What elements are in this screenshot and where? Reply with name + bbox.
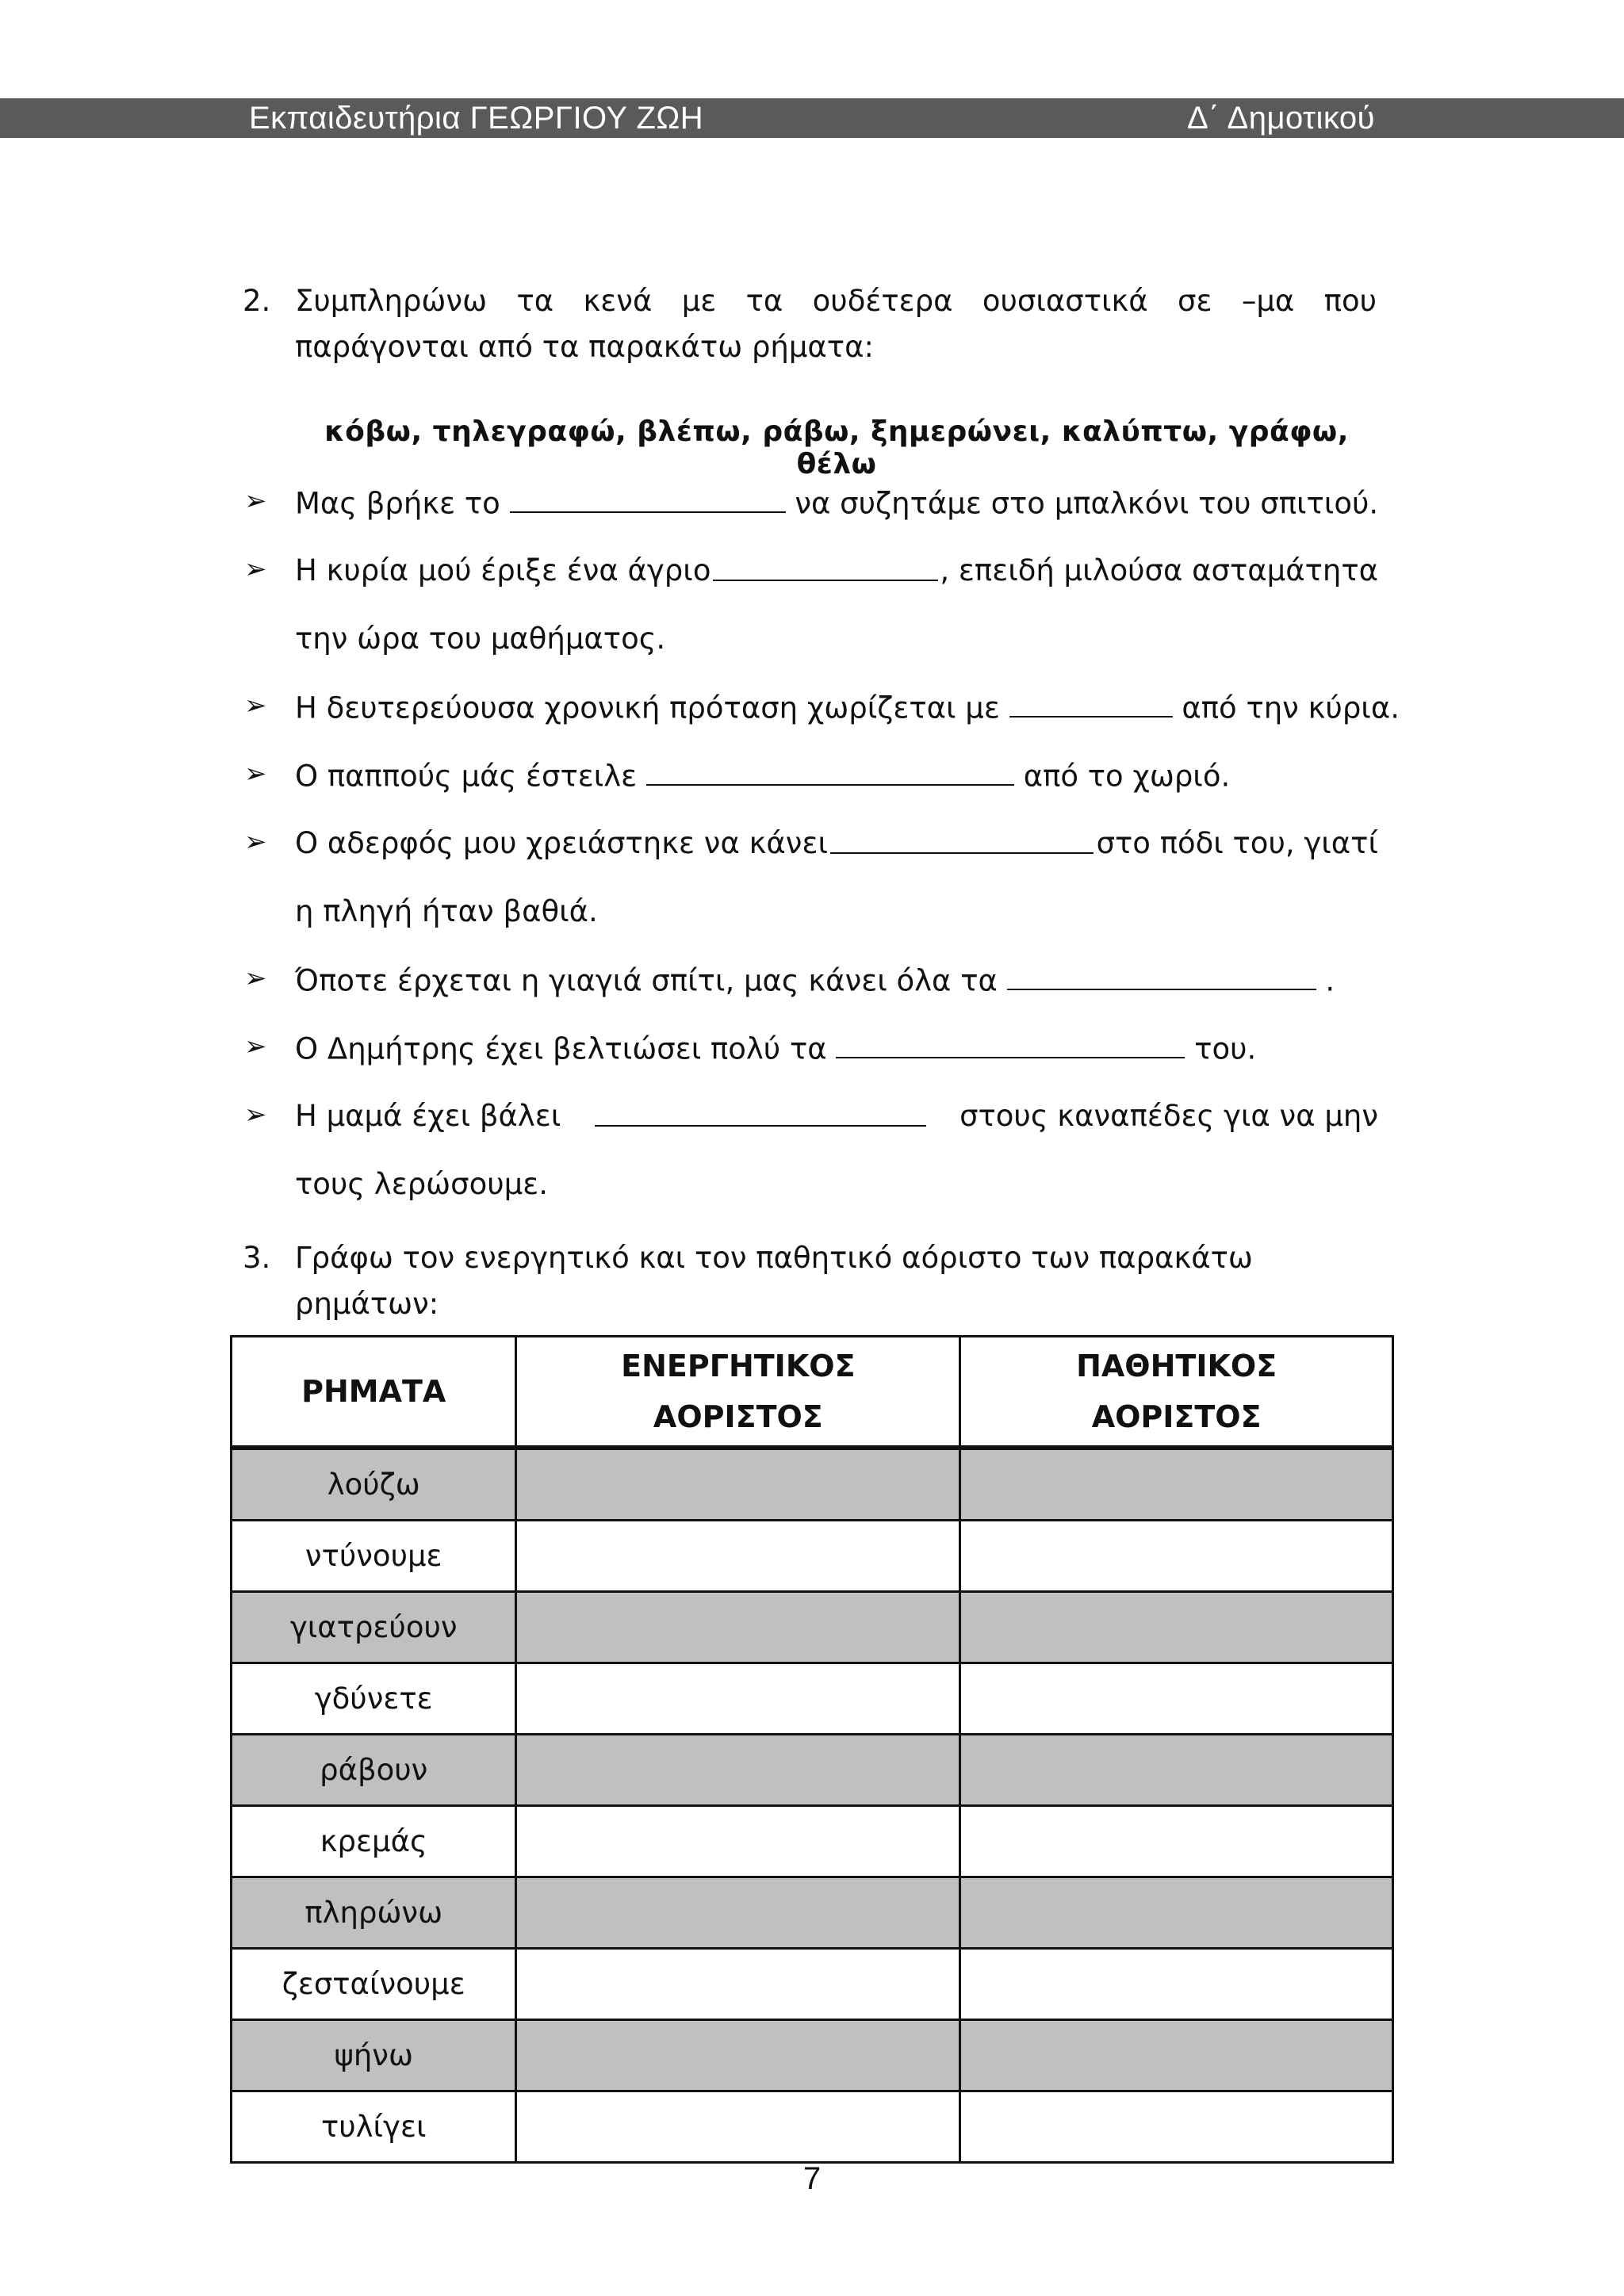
active-aorist-cell[interactable] [516, 1806, 960, 1877]
sentence-text-before: Η δευτερεύουσα χρονική πρόταση χωρίζεται με [295, 691, 1000, 725]
passive-aorist-cell[interactable] [960, 2020, 1393, 2091]
verb-cell: πληρώνω [232, 1877, 516, 1949]
arrow-bullet-icon: ➢ [244, 485, 267, 517]
sentence-text-after: . [1325, 963, 1335, 998]
table-header-row [232, 1337, 1393, 1448]
active-aorist-cell[interactable] [516, 1663, 960, 1735]
passive-aorist-cell[interactable] [960, 1877, 1393, 1949]
header-school-name: Εκπαιδευτήρια ΓΕΩΡΓΙΟΥ ΖΩΗ [249, 101, 704, 136]
active-aorist-cell[interactable] [516, 2020, 960, 2091]
passive-aorist-cell[interactable] [960, 1448, 1393, 1521]
sentence-text-before: Η κυρία μού έριξε ένα άγριο [295, 553, 711, 587]
active-aorist-cell[interactable] [516, 1448, 960, 1521]
table-row [232, 2020, 1393, 2091]
exercise-3-number: 3. [243, 1241, 271, 1275]
column-header-verbs: ΡΗΜΑΤΑ [232, 1337, 516, 1448]
sentence-text-after: από την κύρια. [1182, 691, 1400, 725]
sentence-text-before: Μας βρήκε το [295, 486, 500, 521]
answer-blank[interactable] [510, 485, 786, 513]
sentence-text-after: από το χωριό. [1023, 759, 1231, 794]
column-header-passive-aorist: ΠΑΘΗΤΙΚΟΣ ΑΟΡΙΣΤΟΣ [960, 1337, 1393, 1448]
active-aorist-cell[interactable] [516, 1521, 960, 1592]
answer-blank[interactable] [836, 1031, 1185, 1058]
verb-tenses-table [230, 1335, 1394, 2164]
table-row [232, 1949, 1393, 2020]
sentence-line [295, 758, 1378, 793]
sentence-text-before: Ο Δημήτρης έχει βελτιώσει πολύ τα [295, 1031, 827, 1066]
arrow-bullet-icon: ➢ [244, 962, 267, 994]
sentence-line [295, 826, 1378, 860]
header-grade: Δ΄ Δημοτικού [1187, 101, 1375, 136]
passive-aorist-cell[interactable] [960, 1806, 1393, 1877]
table-row [232, 1448, 1393, 1521]
sentence-text-after: του. [1194, 1031, 1257, 1066]
arrow-bullet-icon: ➢ [244, 1099, 267, 1131]
table-row [232, 1806, 1393, 1877]
verb-cell: λούζω [232, 1448, 516, 1521]
answer-blank[interactable] [713, 553, 938, 581]
page-header [0, 98, 1624, 138]
answer-blank[interactable] [830, 826, 1094, 854]
sentence-line [295, 1099, 1378, 1133]
verb-cell: ράβουν [232, 1735, 516, 1806]
arrow-bullet-icon: ➢ [244, 826, 267, 858]
exercise-2-text: Συμπληρώνω τα κενά με τα ουδέτερα ουσιαστικά σε –μα που παράγονται από τα παρακάτω ρήματα: [295, 284, 1377, 364]
answer-blank[interactable] [1007, 962, 1316, 990]
sentence-text-after: στο πόδι του, γιατί [1096, 826, 1378, 860]
sentence-line [295, 690, 1400, 725]
passive-aorist-cell[interactable] [960, 1592, 1393, 1663]
exercise-2-number: 2. [243, 284, 271, 318]
arrow-bullet-icon: ➢ [244, 553, 267, 585]
answer-blank[interactable] [1009, 690, 1173, 718]
verb-cell: γδύνετε [232, 1663, 516, 1735]
exercise-2-instruction [243, 278, 1377, 370]
active-aorist-cell[interactable] [516, 1877, 960, 1949]
active-aorist-cell[interactable] [516, 1735, 960, 1806]
sentence-line [295, 485, 1378, 520]
table-row [232, 1877, 1393, 1949]
sentence-text-before: Όποτε έρχεται η γιαγιά σπίτι, μας κάνει όλα τα [295, 963, 998, 998]
passive-aorist-cell[interactable] [960, 2091, 1393, 2163]
exercise-3-instruction [243, 1235, 1377, 1321]
sentence-text-before: Ο αδερφός μου χρειάστηκε να κάνει [295, 826, 828, 860]
sentence-continuation: την ώρα του μαθήματος. [295, 622, 666, 656]
verb-cell: γιατρεύουν [232, 1592, 516, 1663]
verb-cell: κρεμάς [232, 1806, 516, 1877]
table-row [232, 2091, 1393, 2163]
table-row [232, 1735, 1393, 1806]
sentence-line [295, 1031, 1378, 1066]
verb-cell: ζεσταίνουμε [232, 1949, 516, 2020]
answer-blank[interactable] [595, 1099, 926, 1127]
exercise-3-text: Γράφω τον ενεργητικό και τον παθητικό αόριστο των παρακάτω ρημάτων: [295, 1241, 1253, 1321]
sentence-line [295, 962, 1378, 997]
sentence-text-before: Η μαμά έχει βάλει [295, 1099, 561, 1133]
passive-aorist-cell[interactable] [960, 1521, 1393, 1592]
active-aorist-cell[interactable] [516, 1592, 960, 1663]
table-row [232, 1663, 1393, 1735]
verb-cell: ψήνω [232, 2020, 516, 2091]
sentence-text-before: Ο παππούς μάς έστειλε [295, 759, 638, 794]
column-header-active-aorist: ΕΝΕΡΓΗΤΙΚΟΣ ΑΟΡΙΣΤΟΣ [516, 1337, 960, 1448]
sentence-continuation: τους λερώσουμε. [295, 1167, 548, 1201]
table-row [232, 1592, 1393, 1663]
table-row [232, 1521, 1393, 1592]
answer-blank[interactable] [646, 758, 1014, 786]
passive-aorist-cell[interactable] [960, 1663, 1393, 1735]
arrow-bullet-icon: ➢ [244, 1031, 267, 1062]
page-number: 7 [802, 2161, 822, 2196]
active-aorist-cell[interactable] [516, 1949, 960, 2020]
sentence-text-after: στους καναπέδες για να μην [959, 1099, 1378, 1133]
sentence-text-after: να συζητάμε στο μπαλκόνι του σπιτιού. [795, 486, 1379, 521]
verb-cell: ντύνουμε [232, 1521, 516, 1592]
sentence-text-after: , επειδή μιλούσα ασταμάτητα [940, 553, 1378, 587]
active-aorist-cell[interactable] [516, 2091, 960, 2163]
verb-cell: τυλίγει [232, 2091, 516, 2163]
passive-aorist-cell[interactable] [960, 1949, 1393, 2020]
sentence-continuation: η πληγή ήταν βαθιά. [295, 894, 598, 928]
passive-aorist-cell[interactable] [960, 1735, 1393, 1806]
verb-list: κόβω, τηλεγραφώ, βλέπω, ράβω, ξημερώνει, καλύπτω, γράφω, θέλω [324, 415, 1349, 480]
arrow-bullet-icon: ➢ [244, 690, 267, 721]
arrow-bullet-icon: ➢ [244, 758, 267, 790]
sentence-line [295, 553, 1378, 587]
